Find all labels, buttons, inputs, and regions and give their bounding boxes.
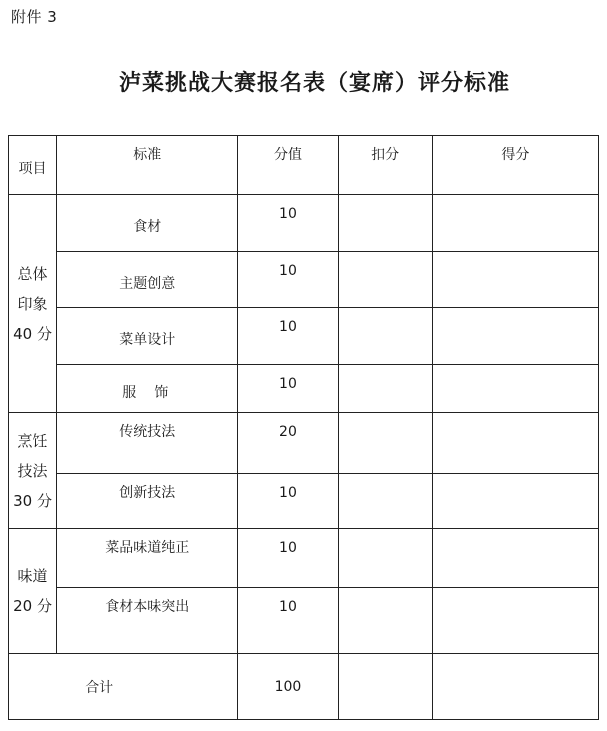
score-cell[interactable] (432, 654, 598, 720)
value-cell: 10 (238, 308, 338, 365)
header-deduct: 扣分 (338, 136, 432, 195)
score-cell[interactable] (432, 413, 598, 474)
table-row (9, 308, 599, 365)
standard-cell: 传统技法 (57, 413, 238, 474)
deduct-cell[interactable] (338, 413, 432, 474)
standard-cell: 服饰 (57, 365, 238, 413)
standard-cell: 菜品味道纯正 (57, 529, 238, 588)
deduct-cell[interactable] (338, 252, 432, 308)
standard-cell: 菜单设计 (57, 308, 238, 365)
table-row (9, 474, 599, 529)
header-item: 项目 (9, 136, 57, 195)
category-cell-flavor (9, 529, 57, 654)
value-cell: 10 (238, 529, 338, 588)
score-cell[interactable] (432, 308, 598, 365)
score-cell[interactable] (432, 195, 598, 252)
standard-cell: 创新技法 (57, 474, 238, 529)
deduct-cell[interactable] (338, 195, 432, 252)
category-line: 技法 (17, 461, 48, 480)
score-cell[interactable] (432, 365, 598, 413)
total-label: 合计 (9, 654, 238, 720)
category-line: 印象 (17, 294, 48, 313)
table-row (9, 588, 599, 654)
category-line: 烹饪 (17, 431, 48, 450)
category-cell-technique (9, 413, 57, 529)
score-cell[interactable] (432, 529, 598, 588)
table-row (9, 252, 599, 308)
score-cell[interactable] (432, 588, 598, 654)
score-cell[interactable] (432, 474, 598, 529)
category-line: 味道 (17, 567, 48, 585)
table-row-total (9, 654, 599, 720)
value-cell: 10 (238, 252, 338, 308)
deduct-cell[interactable] (338, 474, 432, 529)
total-value: 100 (238, 654, 338, 720)
deduct-cell[interactable] (338, 654, 432, 720)
category-cell-overall (9, 195, 57, 413)
category-line: 40 分 (13, 324, 52, 343)
table-row (9, 365, 599, 413)
standard-cell: 主题创意 (57, 252, 238, 308)
table-row (9, 529, 599, 588)
standard-cell: 食材本味突出 (57, 588, 238, 654)
deduct-cell[interactable] (338, 588, 432, 654)
header-score: 得分 (432, 136, 598, 195)
table-row (9, 413, 599, 474)
value-cell: 10 (238, 365, 338, 413)
scoring-table (8, 135, 599, 720)
page-title: 泸菜挑战大赛报名表（宴席）评分标准 (118, 70, 510, 96)
annex-label: 附件 3 (11, 8, 58, 26)
score-cell[interactable] (432, 252, 598, 308)
header-standard: 标准 (57, 136, 238, 195)
table-row (9, 195, 599, 252)
table-header-row (9, 136, 599, 195)
value-cell: 20 (238, 413, 338, 474)
standard-cell: 食材 (57, 195, 238, 252)
category-line: 总体 (17, 264, 48, 283)
header-value: 分值 (238, 136, 338, 195)
deduct-cell[interactable] (338, 365, 432, 413)
value-cell: 10 (238, 588, 338, 654)
deduct-cell[interactable] (338, 529, 432, 588)
value-cell: 10 (238, 474, 338, 529)
category-line: 20 分 (13, 597, 52, 615)
value-cell: 10 (238, 195, 338, 252)
deduct-cell[interactable] (338, 308, 432, 365)
category-line: 30 分 (13, 491, 52, 510)
